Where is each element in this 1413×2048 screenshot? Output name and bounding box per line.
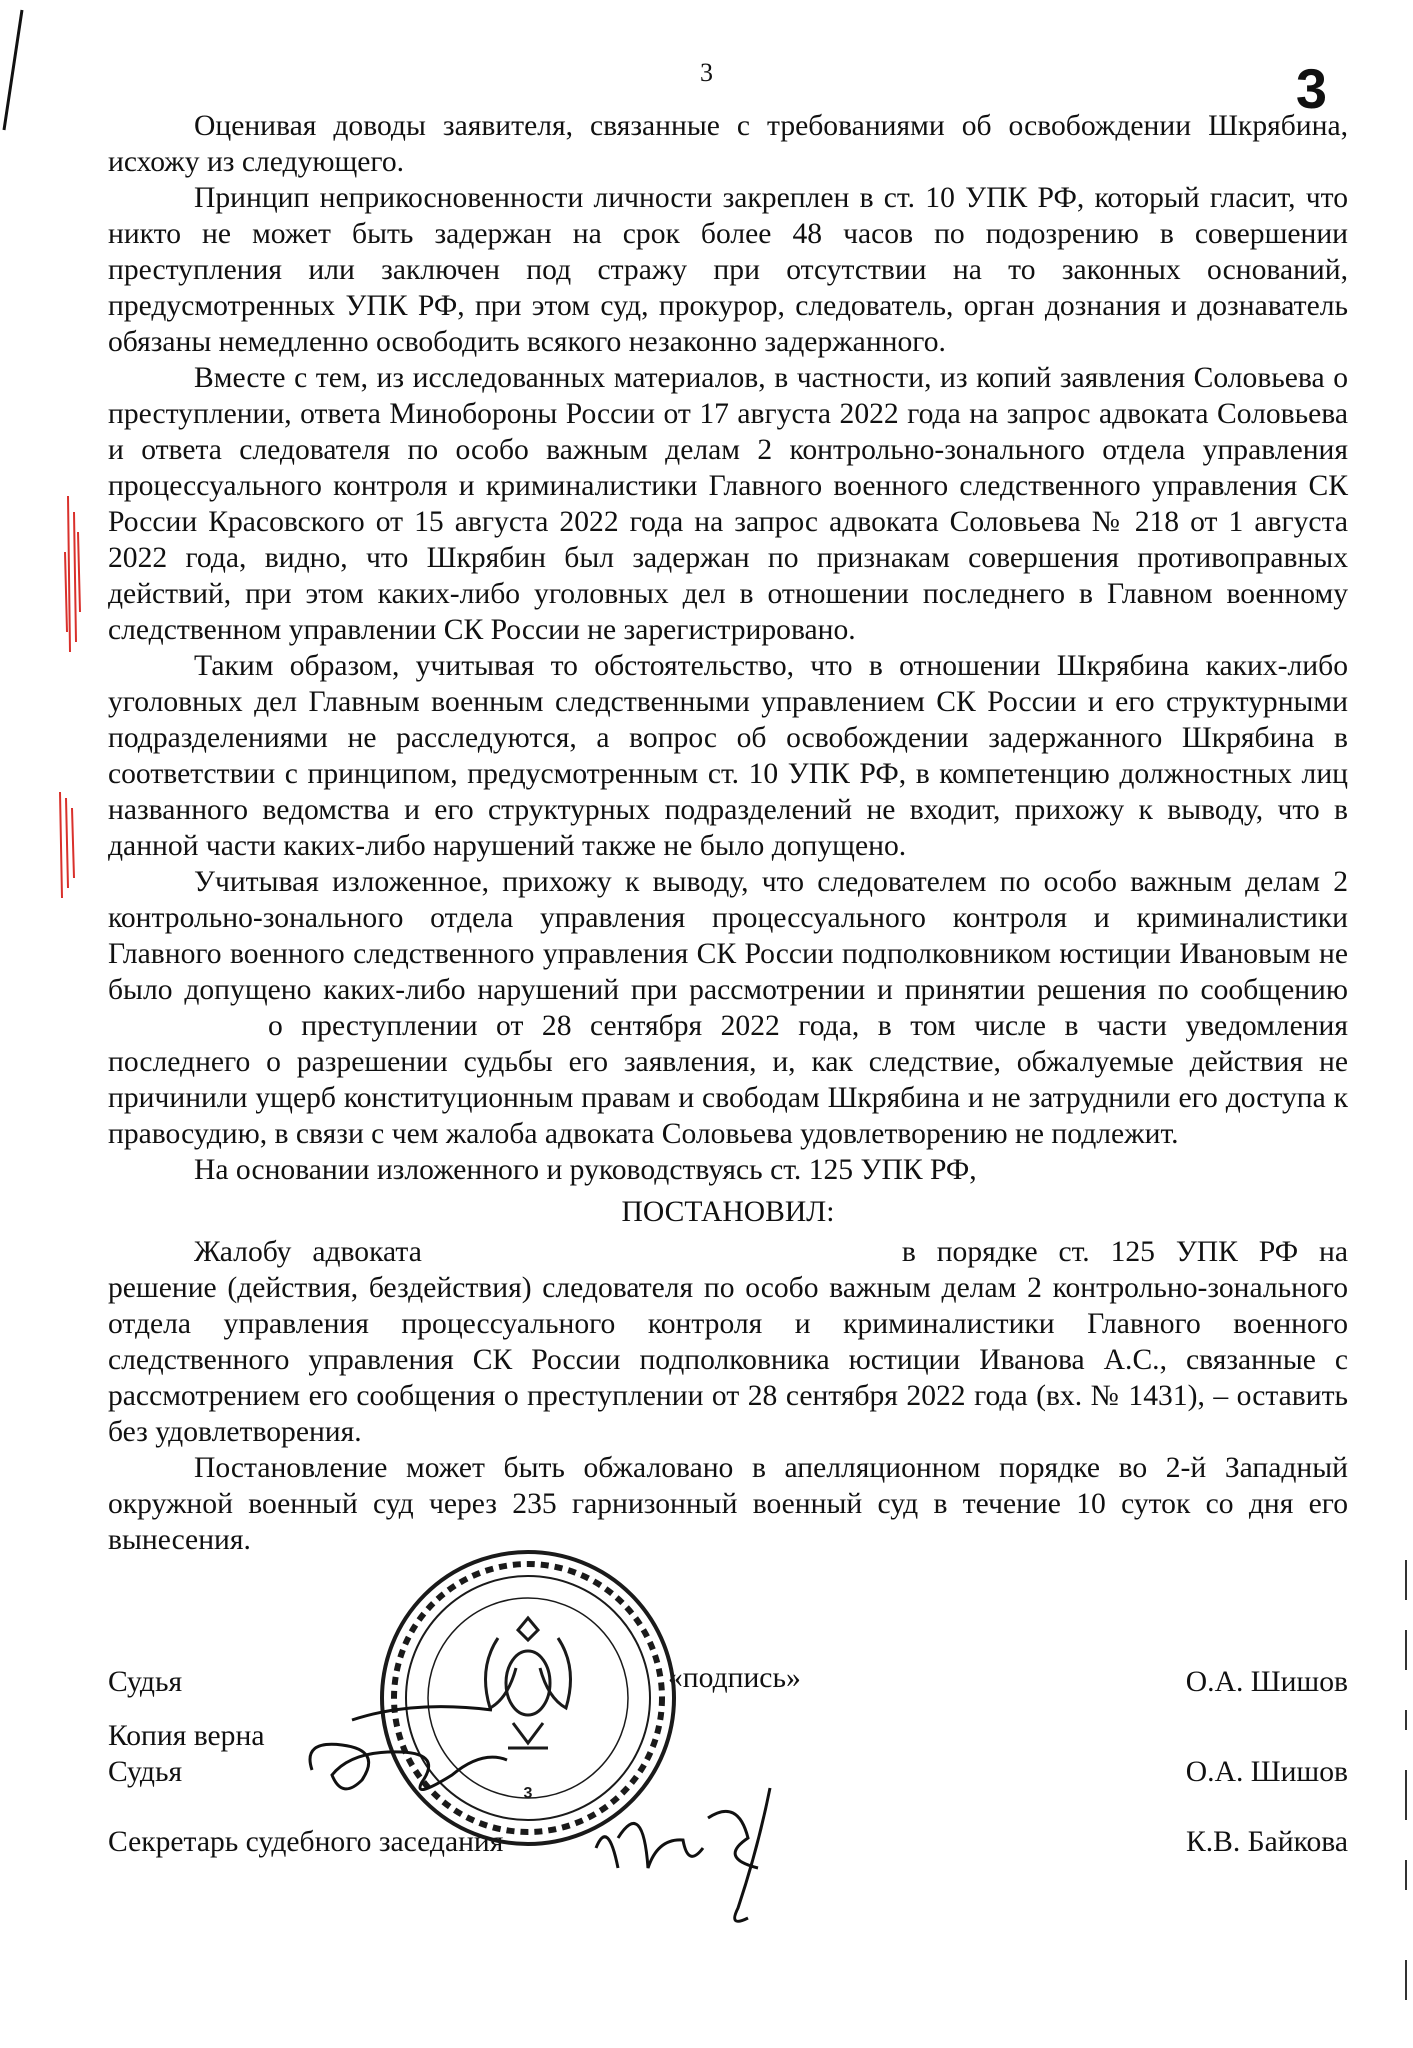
judge-signature — [292, 1690, 522, 1810]
paragraph-part: о преступлении от 28 сентября 2022 года, в том числе в части уведомления последнего о разрешении судьбы его заявления, и, как следствие, обжалуемые действия не причинили ущерб конституционным правам и свободам Шкрябина и не затруднили его доступа к правосудию, в связи с чем жалоба адвоката Соловьева удовлетворению не подлежит. — [108, 1010, 1348, 1150]
paragraph-part: в порядке ст. 125 УПК РФ на решение (действия, бездействия) следователя по особо важным делам 2 контрольно-зонального отдела управления процессуального контроля и криминалистики Главного военного следственного управления СК России подполковника юстиции Иванова А.С., связанные с рассмотрением его сообщения о преступлении от 28 сентября 2022 года (вх. № 1431), – оставить без удовлетворения. — [108, 1236, 1348, 1448]
paragraph: Таким образом, учитывая то обстоятельство, что в отношении Шкрябина каких-либо уголовных дел Главным военным следственными управлением СК России и его структурными подразделениями не расследуются, а вопрос об освобождении задержанного Шкрябина в соответствии с принципом, предусмотренным ст. 10 УПК РФ, в компетенцию должностных лиц названного ведомства и его структурных подразделений не входит, прихожу к выводу, что в данной части каких-либо нарушений также не было допущено. — [108, 650, 1348, 862]
page-number: 3 — [700, 58, 713, 87]
judge-label: Судья — [108, 1756, 183, 1788]
document-body — [108, 108, 1348, 1558]
copy-label: Копия верна — [108, 1720, 265, 1752]
paragraph — [108, 864, 1348, 1152]
paragraph: На основании изложенного и руководствуясь ст. 125 УПК РФ, — [194, 1154, 977, 1186]
scan-edge-right — [1400, 1560, 1413, 2030]
signature-note: «подпись» — [668, 1662, 801, 1694]
judge-label: Судья — [108, 1666, 183, 1698]
judge-name: О.А. Шишов — [1185, 1666, 1348, 1698]
seal-number: 3 — [523, 1785, 533, 1802]
paragraph: Вместе с тем, из исследованных материалов, в частности, из копий заявления Соловьева о преступлении, ответа Минобороны России от 17 августа 2022 года на запрос адвоката Соловьева и ответа следователя по особо важным делам 2 контрольно-зонального отдела управления процессуального контроля и криминалистики Главного военного следственного управления СК России Красовского от 15 августа 2022 года на запрос адвоката Соловьева № 218 от 1 августа 2022 года, видно, что Шкрябин был задержан по признакам совершения противоправных действий, при этом каких-либо уголовных дел в отношении последнего в Главном военному следственном управлении СК России не зарегистрировано. — [108, 362, 1348, 646]
secretary-signature — [588, 1778, 788, 1938]
paragraph: Оценивая доводы заявителя, связанные с требованиями об освобождении Шкрябина, исхожу из следующего. — [108, 110, 1348, 178]
paragraph-part: Жалобу адвоката — [194, 1236, 422, 1268]
paragraph — [108, 1234, 1348, 1450]
margin-highlight-mark — [52, 788, 82, 908]
paragraph: Постановление может быть обжаловано в апелляционном порядке во 2-й Западный окружной военный суд через 235 гарнизонный военный суд в течение 10 суток со дня его вынесения. — [108, 1452, 1348, 1556]
paragraph-part: Учитывая изложенное, прихожу к выводу, что следователем по особо важным делам 2 контрольно-зонального отдела управления процессуального контроля и криминалистики Главного военного следственного управления СК России подполковником юстиции Ивановым не было допущено каких-либо нарушений при рассмотрении и принятии решения по сообщению — [108, 866, 1348, 1006]
resolution-heading: ПОСТАНОВИЛ: — [621, 1196, 835, 1228]
secretary-label: Секретарь судебного заседания — [108, 1826, 504, 1858]
page-stamp-number: 3 — [1295, 57, 1327, 120]
paragraph: Принцип неприкосновенности личности закреплен в ст. 10 УПК РФ, который гласит, что никто не может быть задержан на срок более 48 часов по подозрению в совершении преступления или заключен под стражу при отсутствии на то законных оснований, предусмотренных УПК РФ, при этом суд, прокурор, следователь, орган дознания и дознаватель обязаны немедленно освободить всякого незаконно задержанного. — [108, 182, 1348, 358]
margin-highlight-mark — [58, 492, 88, 662]
secretary-name: К.В. Байкова — [1185, 1826, 1348, 1858]
judge-name: О.А. Шишов — [1185, 1756, 1348, 1788]
